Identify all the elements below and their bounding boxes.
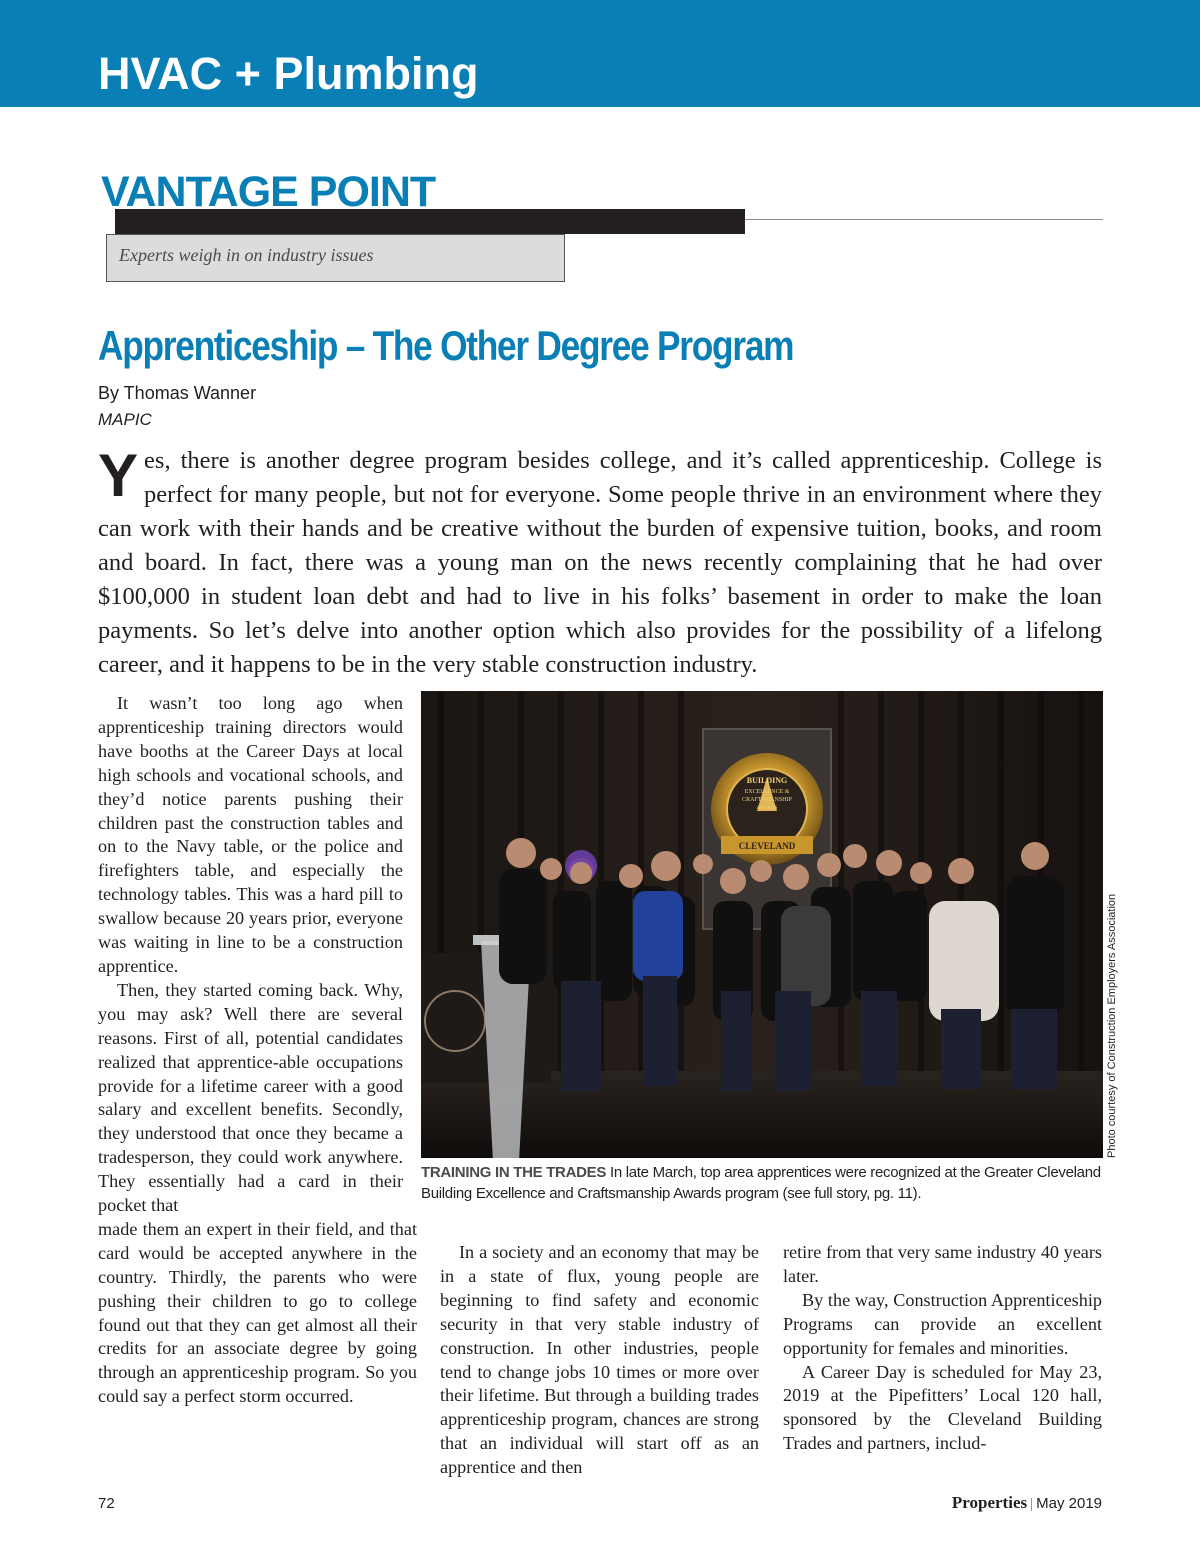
folio	[952, 1493, 1102, 1513]
body-paragraph: Then, they started coming back. Why, you may ask? Well there are several reasons. First of all, potential candidates realized that apprentice-able occupations provide for a lifetime career with a good salary and excellent benefits. Secondly, they understood that once they became a tradesperson, they could work anywhere. They essentially had a card in their pocket that	[98, 979, 403, 1216]
event-photo	[421, 691, 1103, 1158]
banner-text: CRAFTSMANSHIP	[742, 797, 792, 803]
photo-credit: Photo courtesy of Construction Employers Association	[1106, 893, 1118, 1158]
banner-text: BUILDING	[746, 776, 788, 785]
department-subtitle: Experts weigh in on industry issues	[119, 245, 374, 265]
body-paragraph: It wasn’t too long ago when apprenticeship training directors would have booths at the Career Days at local high schools and vocational schools, and they’d notice parents pushing their children past the construction tables and on to the Navy table, or the police and firefighters table, and especially the technology tables. This was a hard pill to swallow because 20 years prior, everyone was waiting in line to be a construction apprentice.	[98, 693, 403, 976]
article-headline: Apprenticeship – The Other Degree Program	[98, 322, 794, 369]
banner-text: EXCELLENCE &	[744, 789, 790, 795]
body-paragraph: By the way, Construction Apprenticeship Programs can provide an excellent opportunity for females and minorities.	[783, 1289, 1102, 1358]
banner-city: CLEVELAND	[738, 841, 796, 851]
department-subtitle-box	[106, 234, 565, 282]
department-rule	[745, 219, 1103, 220]
banner-text: AWARDS	[756, 806, 778, 811]
drop-cap: Y	[98, 442, 139, 509]
page-number: 72	[98, 1495, 115, 1512]
photo-caption	[421, 1162, 1105, 1204]
body-column-2	[440, 1241, 759, 1480]
section-banner	[0, 0, 1200, 107]
body-column-3	[783, 1241, 1102, 1456]
caption-text: In late March, top area apprentices were recognized at the Greater Cleveland Building Excellence and Craftsmanship Awards program (see full story, pg. 11).	[421, 1164, 1101, 1202]
author-affiliation: MAPIC	[98, 410, 152, 429]
caption-head: TRAINING IN THE TRADES	[421, 1164, 607, 1181]
magazine-name: Properties	[951, 1493, 1028, 1512]
body-paragraph: made them an expert in their field, and that card would be accepted anywhere in the country. Thirdly, the parents who were pushing their children to go to college found out that they can get almost all their credits for an associate degree by going through an apprenticeship program. So you could say a perfect storm occurred.	[98, 1218, 417, 1407]
lead-text: es, there is another degree program besides college, and it’s called apprenticeship. College is perfect for many people, but not for everyone. Some people thrive in an environment where they can work with their hands and be creative without the burden of expensive tuition, books, and room and board. In fact, there was a young man on the news recently complaining that he had over $100,000 in student loan debt and had to live in his folks’ basement in order to make the loan payments. So let’s delve into another option which also provides for the possibility of a lifelong career, and it happens to be in the very stable construction industry.	[98, 447, 1102, 678]
body-column-1	[98, 692, 417, 1409]
body-paragraph: retire from that very same industry 40 years later.	[783, 1242, 1102, 1286]
department-title: VANTAGE POINT	[101, 168, 436, 216]
body-paragraph: A Career Day is scheduled for May 23, 2019 at the Pipefitters’ Local 120 hall, sponsored by the Cleveland Building Trades and partners, includ-	[783, 1361, 1102, 1454]
body-paragraph: In a society and an economy that may be in a state of flux, young people are beginning to find safety and economic security in that very stable industry of construction. In other industries, people tend to change jobs 10 times or more over their lifetime. But through a building trades apprenticeship program, chances are strong that an individual will start off as an apprentice and then	[440, 1242, 759, 1478]
folio-separator: |	[1030, 1496, 1034, 1512]
section-title: HVAC + Plumbing	[98, 48, 479, 99]
issue-date: May 2019	[1036, 1495, 1102, 1512]
article-byline: By Thomas Wanner	[98, 383, 257, 403]
lead-paragraph	[98, 444, 1102, 682]
